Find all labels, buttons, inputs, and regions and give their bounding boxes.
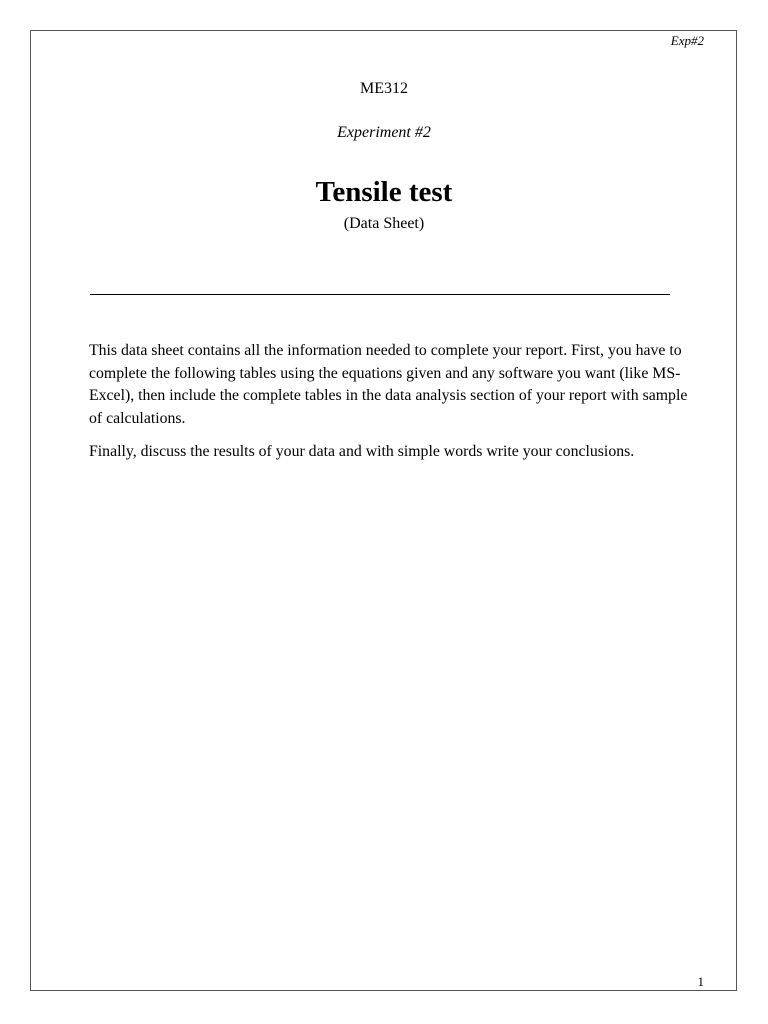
page-border <box>30 30 737 991</box>
body-text <box>89 340 701 475</box>
document-title: Tensile test <box>315 176 453 208</box>
page-number: 1 <box>697 974 704 989</box>
course-code: ME312 <box>360 80 408 97</box>
document-subtitle: (Data Sheet) <box>343 215 425 232</box>
header-tag: Exp#2 <box>670 33 704 48</box>
paragraph-conclusion: Finally, discuss the results of your data and with simple words write your conclusions. <box>89 443 635 460</box>
experiment-label: Experiment #2 <box>337 124 431 141</box>
paragraph-instructions: This data sheet contains all the information needed to complete your report. First, you have to complete the following tables using the equations given and any software you want (like MS-Excel), then include the complete tables in the data analysis section of your report with sample of calculations. <box>89 342 688 427</box>
horizontal-divider <box>90 294 670 295</box>
